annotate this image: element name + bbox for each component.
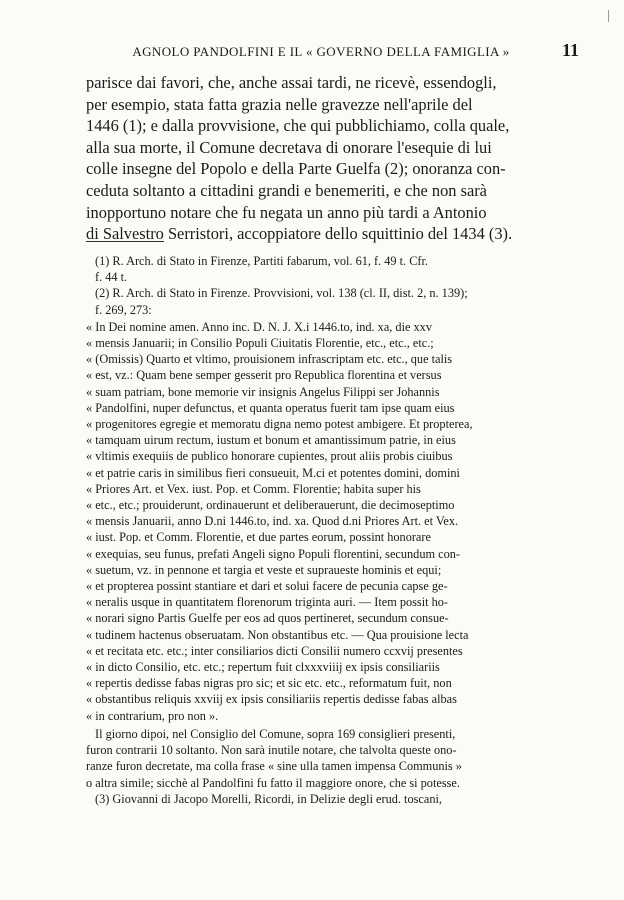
document-line: « suam patriam, bone memorie vir insignis Angelus Filippi ser Johannis (86, 384, 440, 399)
scan-edge-mark (608, 10, 612, 22)
document-line: « in dicto Consilio, etc. etc.; repertum fuit clxxxviiij ex ipsis consiliariis (86, 660, 440, 675)
document-line: « tamquam uirum rectum, iustum et bonum et amantissimum patrie, in eius (86, 433, 456, 448)
document-line: « exequias, seu funus, prefati Angeli signo Populi florentini, secundum con- (86, 546, 460, 561)
document-line: « mensis Januarii; in Consilio Populi Ciuitatis Florentie, etc., etc., etc.; (86, 336, 434, 351)
page-number: 11 (562, 40, 580, 60)
footnote-2-continuation (86, 726, 569, 791)
document-line: « repertis dedisse fabas nigras pro sic; et sic etc. etc., reformatum fuit, non (86, 676, 452, 691)
document-line: « et recitata etc. etc.; inter consiliarios dicti Consilii numero ccxvij presentes (86, 643, 463, 658)
document-line: « obstantibus reliquis xxviij ex ipsis consiliariis repertis dedisse fabas albas (86, 692, 457, 707)
text-line: 1446 (1); e dalla provvisione, che qui pubblichiamo, colla quale, (86, 116, 510, 136)
document-line: « etc., etc.; prouiderunt, ordinauerunt et deliberauerunt, die decimoseptimo (86, 498, 455, 513)
text-line: alla sua morte, il Comune decretava di onorare l'esequie di lui (86, 137, 492, 157)
document-line: « suetum, vz. in pennone et targia et veste et supraueste hominis et equi; (86, 562, 442, 577)
footnote-1-line: f. 44 t. (95, 270, 128, 285)
document-line: « iust. Pop. et Comm. Florentie, et due partes eorum, possint honorare (86, 530, 431, 545)
document-line: « et propterea possint stantiare et dari et solui facere de pecunia capse ge- (86, 579, 448, 594)
document-line: « est, vz.: Quam bene semper gesserit pro Republica florentina et versus (86, 368, 442, 383)
text-line: parisce dai favori, che, anche assai tardi, ne ricevè, essendogli, (86, 73, 497, 92)
note-line: o altra simile; sicchè al Pandolfini fu fatto il maggiore onore, che si potesse. (86, 775, 460, 790)
note-line: ranze furon decretate, ma colla frase « sine ulla tamen impensa Communis » (86, 759, 462, 774)
document-line: « Priores Art. et Vex. iust. Pop. et Comm. Florentie; habita super his (86, 481, 421, 496)
document-line: « norari signo Partis Guelfe per eos ad quos pertineret, secundum consue- (86, 611, 449, 626)
text-line: inopportuno notare che fu negata un anno più tardi a Antonio (86, 202, 487, 222)
document-line: « mensis Januarii, anno D.ni 1446.to, ind. xa. Quod d.ni Priores Art. et Vex. (86, 514, 459, 529)
note-line: Il giorno dipoi, nel Consiglio del Comune, sopra 169 consiglieri presenti, (95, 726, 456, 741)
footnotes (86, 253, 569, 807)
text-line: per esempio, stata fatta grazia nelle gravezze nell'aprile del (86, 94, 473, 114)
document-line: « tudinem hactenus obseruatam. Non obstantibus etc. — Qua prouisione lecta (86, 627, 469, 642)
footnote-2-line: (2) R. Arch. di Stato in Firenze. Provvisioni, vol. 138 (cl. II, dist. 2, n. 139); (95, 286, 468, 301)
footnote-2-line: f. 269, 273: (95, 302, 152, 317)
text-line: di Salvestro Serristori, accoppiatore dello squittinio del 1434 (3). (86, 224, 513, 244)
document-line: « in contrarium, pro non ». (86, 708, 219, 723)
main-text (86, 72, 569, 245)
footnote-rule (86, 241, 164, 242)
text-line: colle insegne del Popolo e della Parte Guelfa (2); onoranza con- (86, 159, 506, 179)
document-line: « et patrie caris in similibus fieri consueuit, M.ci et potentes domini, domini (86, 465, 460, 480)
document-line: « neralis usque in quantitatem florenorum triginta auri. — Item possit ho- (86, 595, 448, 610)
running-header: AGNOLO PANDOLFINI E IL « GOVERNO DELLA FAMIGLIA » (132, 44, 510, 59)
document-line: « In Dei nomine amen. Anno inc. D. N. J. X.i 1446.to, ind. xa, die xxv (86, 319, 432, 334)
document-line: « (Omissis) Quarto et vltimo, prouisionem infrascriptam etc. etc., que talis (86, 352, 453, 367)
document-line: « vltimis exequiis de publico honorare cupientes, prout aliis probis ciuibus (86, 449, 453, 464)
document-line: « progenitores egregie et memoratu digna nemo potest ambigere. Et propterea, (86, 417, 473, 432)
provision-document (86, 319, 569, 724)
document-line: « Pandolfini, nuper defunctus, et quanta operatus fuerit tam ipse quam eius (86, 400, 455, 415)
note-line: furon contrarii 10 soltanto. Non sarà inutile notare, che talvolta queste ono- (86, 743, 457, 758)
footnote-1-line: (1) R. Arch. di Stato in Firenze, Partiti fabarum, vol. 61, f. 49 t. Cfr. (95, 254, 428, 268)
text-line: ceduta soltanto a cittadini grandi e benemeriti, e che non sarà (86, 180, 487, 200)
footnote-3: (3) Giovanni di Jacopo Morelli, Ricordi, in Delizie degli erud. toscani, (95, 791, 442, 806)
